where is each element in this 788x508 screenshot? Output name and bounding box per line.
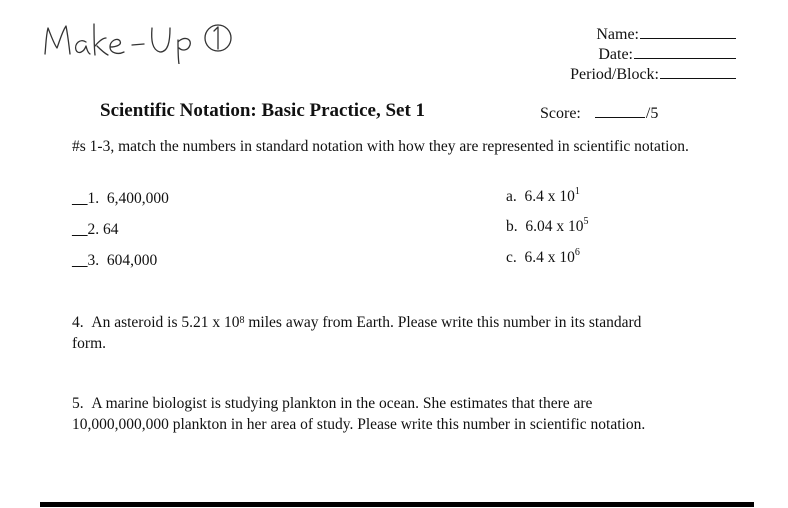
answer-letter: c. (506, 249, 517, 266)
matching-question-3 (72, 252, 157, 270)
question-value: 6,400,000 (106, 190, 169, 207)
matching-question-1 (72, 190, 169, 208)
period-block-label: Period/Block: (570, 66, 659, 83)
matching-answer-a (506, 188, 580, 206)
answer-blank[interactable]: __ (72, 252, 88, 269)
question-4-exponent: 8 (239, 315, 245, 326)
answer-exponent: 1 (574, 186, 580, 197)
name-blank[interactable] (640, 24, 736, 39)
question-number: 3. (87, 252, 100, 269)
question-4-text-after: miles away from Earth. Please write this number in its standard form. (72, 314, 642, 352)
period-block-blank[interactable] (660, 64, 736, 79)
answer-letter: b. (506, 218, 518, 235)
name-field[interactable] (596, 24, 736, 45)
question-5 (72, 393, 672, 435)
question-number: 1. (87, 190, 100, 207)
question-value: 64 (103, 221, 119, 238)
date-field[interactable] (598, 44, 736, 65)
score-label: Score: (540, 105, 581, 122)
question-5-text: A marine biologist is studying plankton in the ocean. She estimates that there are 10,000,000,000 plankton in her area of study. Please write this number in scientific notation. (72, 395, 646, 433)
score-field (540, 103, 658, 123)
answer-blank[interactable]: __ (72, 190, 88, 207)
question-4 (72, 312, 672, 354)
question-number: 2. (87, 221, 100, 238)
answer-letter: a. (506, 188, 517, 205)
answer-exponent: 6 (574, 247, 580, 258)
answer-base: 6.04 x 10 (525, 218, 584, 235)
matching-instructions: #s 1-3, match the numbers in standard notation with how they are represented in scientific notation. (72, 138, 689, 155)
score-blank[interactable] (595, 103, 645, 118)
name-label: Name: (596, 26, 639, 43)
worksheet-title: Scientific Notation: Basic Practice, Set 1 (100, 100, 426, 121)
answer-base: 6.4 x 10 (524, 249, 575, 266)
matching-answer-c (506, 249, 580, 267)
answer-exponent: 5 (583, 216, 589, 227)
matching-question-2 (72, 221, 119, 239)
answer-blank[interactable]: __ (72, 221, 88, 238)
question-value: 604,000 (106, 252, 158, 269)
matching-answer-b (506, 218, 589, 236)
score-total: /5 (645, 105, 659, 122)
period-block-field[interactable] (570, 64, 736, 85)
question-4-text-before: An asteroid is 5.21 x 10 (91, 314, 240, 331)
handwritten-makeup-note (40, 14, 250, 64)
question-4-number: 4. (72, 314, 84, 331)
question-5-number: 5. (72, 395, 84, 412)
handwritten-makeup-graphic (40, 14, 250, 64)
date-blank[interactable] (634, 44, 736, 59)
date-label: Date: (598, 46, 633, 63)
answer-base: 6.4 x 10 (524, 188, 575, 205)
bottom-border-rule (40, 502, 754, 507)
